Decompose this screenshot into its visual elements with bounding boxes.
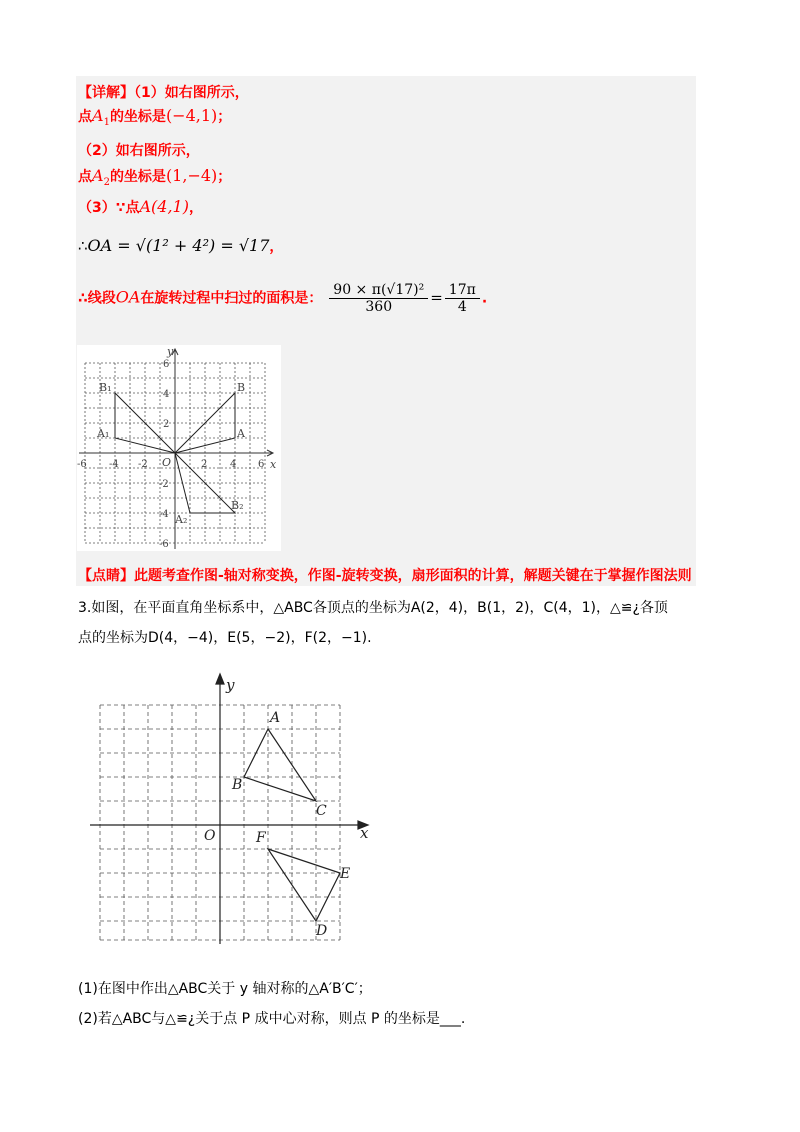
solution-line-4 [78, 166, 231, 188]
solution-line-7 [78, 282, 487, 315]
punct: ； [217, 109, 232, 125]
text-coord-is: 的坐标是 [109, 169, 166, 185]
label-E: E [340, 866, 351, 882]
figure-1-x-tick: -4 [109, 459, 119, 470]
label-F: F [256, 830, 266, 846]
figure-1-y-tick: -6 [159, 539, 169, 550]
figure-1-y-axis-label: y [167, 345, 174, 358]
label-A1: A₁ [97, 427, 110, 440]
text-dian: 点 [78, 169, 92, 185]
label-A2: A₂ [175, 513, 188, 526]
subquestion-2: (2)若△ABC与△≌¿关于点 P 成中心对称，则点 P 的坐标是___. [78, 1011, 466, 1027]
figure-2-y-axis-label: y [226, 676, 235, 694]
coordinate-value: (1,−4) [165, 166, 218, 185]
fraction-numerator: 17π [445, 282, 480, 299]
figure-1-x-tick: -6 [77, 459, 87, 470]
coordinate-value: A(4,1) [139, 197, 189, 216]
oa-equation: OA = √(1² + 4²) = √17 [87, 236, 270, 255]
label-B1: B₁ [99, 381, 112, 394]
figure-1-x-tick: 6 [258, 459, 265, 470]
solution-line-5 [78, 197, 203, 217]
point-label: A [92, 106, 104, 125]
fraction-denominator: 360 [365, 299, 393, 315]
figure-1-x-tick: 4 [230, 459, 237, 470]
label-B2: B₂ [231, 499, 244, 512]
figure-1-coordinate-grid [77, 345, 281, 551]
solution-line-3: （2）如右图所示， [78, 143, 200, 159]
point-subscript: 2 [103, 176, 110, 188]
figure-1-origin-label: O [162, 456, 172, 469]
subquestion-1: (1)在图中作出△ABC关于 y 轴对称的△A′B′C′； [78, 981, 372, 997]
point-subscript: 1 [103, 116, 110, 128]
label-A: A [270, 710, 281, 726]
text-area-swept: 在旋转过程中扫过的面积是： [140, 290, 323, 307]
punct: ， [188, 200, 203, 216]
punct: ， [269, 239, 284, 255]
comment-line: 【点睛】此题考查作图-轴对称变换，作图-旋转变换，扇形面积的计算，解题关键在于掌握作图法则 [78, 568, 692, 584]
figure-1-y-tick: 4 [163, 389, 170, 400]
point-label: A [92, 166, 104, 185]
result-fraction [445, 282, 480, 315]
text-therefore-segment: ∴线段 [78, 290, 116, 307]
question-line-1: 3.如图，在平面直角坐标系中，△ABC各顶点的坐标为A(2，4)，B(1，2)，C(4，1)，△≌¿各顶 [78, 600, 668, 616]
label-D: D [316, 923, 328, 939]
figure-1-y-tick: 2 [163, 419, 170, 430]
figure-1-y-tick: 6 [163, 359, 170, 370]
text-because: （3）∵点 [78, 200, 140, 216]
label-A: A [237, 427, 245, 440]
area-fraction [329, 282, 428, 315]
solution-line-2 [78, 106, 231, 128]
text-therefore: ∴ [78, 237, 88, 255]
solution-line-6 [78, 236, 283, 256]
solution-line-1: 【详解】（1）如右图所示， [78, 85, 249, 101]
figure-1-x-axis-label: x [270, 458, 277, 471]
coordinate-value: (−4,1) [165, 106, 218, 125]
label-C: C [316, 803, 327, 819]
segment-label: OA [115, 287, 141, 307]
figure-2-x-axis-label: x [360, 824, 369, 842]
fraction-numerator: 90 × π(√17)² [329, 282, 428, 299]
text-dian: 点 [78, 109, 92, 125]
figure-2-origin-label: O [204, 828, 216, 844]
figure-1-x-tick: 2 [201, 459, 208, 470]
punct: ； [217, 169, 232, 185]
text-coord-is: 的坐标是 [109, 109, 166, 125]
label-B: B [237, 381, 246, 394]
fraction-denominator: 4 [457, 299, 467, 315]
question-line-2: 点的坐标为D(4，−4)，E(5，−2)，F(2，−1). [78, 630, 372, 646]
equals-sign: = [430, 288, 443, 307]
figure-2-coordinate-grid [88, 672, 370, 946]
punct: . [481, 290, 488, 307]
figure-1-y-tick: -2 [159, 479, 169, 490]
label-B: B [232, 777, 243, 793]
figure-1-x-tick: -2 [138, 459, 148, 470]
figure-1-y-tick: -4 [159, 509, 169, 520]
